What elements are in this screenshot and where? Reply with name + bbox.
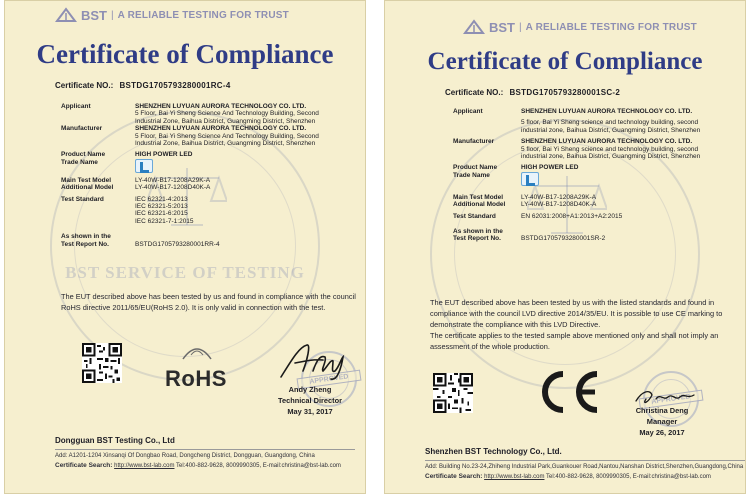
- manufacturer-label: Manufacturer: [61, 125, 103, 133]
- signer-name: Andy Zheng: [288, 385, 332, 394]
- trade-logo-icon: [135, 159, 153, 173]
- applicant-label: Applicant: [61, 103, 91, 110]
- report-label-2: Test Report No.: [61, 240, 109, 248]
- compliance-statement: [430, 297, 740, 352]
- manufacturer-name: SHENZHEN LUYUAN AURORA TECHNOLOGY CO. LTD.: [135, 125, 307, 133]
- applicant-label: Applicant: [453, 108, 483, 115]
- manufacturer-address-2: Industrial Zone, Baihua District, Guangming District, Shenzhen: [135, 140, 316, 148]
- lvd-certificate: [384, 0, 746, 494]
- statement-text: The EUT described above has been tested by us with the listed standards and found in compliance with the council LVD directive 2014/35/EU. It is possible to use CE marking to demonstrate the compliance with this LVD Directive.: [430, 298, 723, 329]
- product-row: [61, 151, 361, 158]
- standard-label: Test Standard: [61, 195, 104, 203]
- certificate-number-label: Certificate NO.:: [55, 81, 114, 90]
- main-model-label: Main Test Model: [453, 193, 504, 201]
- footer-url-link[interactable]: http://www.bst-lab.com: [114, 463, 175, 469]
- report-row: [61, 233, 361, 240]
- applicant-name: SHENZHEN LUYUAN AURORA TECHNOLOGY CO. LTD.: [135, 103, 307, 110]
- statement-text-2: The certificate applies to the tested sample above mentioned only and shall not imply an assessment of the whole production.: [430, 331, 719, 351]
- additional-model-row: [453, 201, 743, 208]
- main-model-value: LY-40W-B17-1208A29K-A: [521, 193, 597, 201]
- brand-tagline: A RELIABLE TESTING FOR TRUST: [525, 21, 697, 33]
- standard-value-3: IEC 62321-6:2015: [135, 210, 188, 218]
- report-label-2: Test Report No.: [453, 235, 501, 243]
- trade-label: Trade Name: [61, 158, 98, 166]
- rohs-mark: RoHS: [165, 366, 227, 391]
- main-model-row: [453, 194, 743, 201]
- additional-model-value: LY-40W-B17-1208D40K-A: [135, 184, 211, 192]
- stamp-text: APPROVED: [639, 390, 704, 410]
- certificate-footer: [425, 446, 745, 482]
- trade-logo-icon: [521, 172, 539, 186]
- manufacturer-address-1: 5 floor, Bai Yi Sheng science and technology building, second: [521, 145, 699, 153]
- main-model-label: Main Test Model: [61, 176, 112, 184]
- sign-date: May 31, 2017: [287, 407, 333, 416]
- brand-name: BST: [489, 19, 515, 35]
- report-number: BSTDG1705793280001SR-2: [521, 235, 606, 243]
- signer-block: [265, 384, 355, 417]
- certificate-number: [55, 81, 231, 90]
- report-row: [453, 228, 743, 235]
- footer-address: Add: Building No.23-24,Zhiheng Industrial Park,Guankouer Road,Nantou,Nanshan District,Shenzhen,Guangdong,China: [425, 464, 744, 470]
- product-row: [453, 164, 743, 171]
- manufacturer-name: SHENZHEN LUYUAN AURORA TECHNOLOGY CO. LTD.: [521, 138, 693, 146]
- standard-value: EN 62031:2008+A1:2013+A2:2015: [521, 212, 623, 220]
- trade-label: Trade Name: [453, 171, 490, 179]
- certificate-number-value: BSTDG1705793280001RC-4: [119, 81, 231, 90]
- sign-date: May 26, 2017: [639, 428, 685, 437]
- product-name: HIGH POWER LED: [521, 164, 579, 172]
- rohs-leaf-icon: [177, 343, 217, 361]
- applicant-row: [453, 108, 743, 115]
- main-model-value: LY-40W-B17-1208A29K-A: [135, 176, 211, 184]
- certificate-title: Certificate of Compliance: [36, 39, 334, 69]
- brand-header: BST | A RELIABLE TESTING FOR TRUST: [463, 19, 697, 35]
- applicant-name: SHENZHEN LUYUAN AURORA TECHNOLOGY CO. LTD.: [521, 108, 693, 115]
- standard-row: [453, 213, 743, 220]
- signer-title: Technical Director: [278, 396, 342, 405]
- signer-name: Christina Deng: [635, 406, 689, 415]
- footer-contact: Tel:400-882-9628, 8009990305, E-mail:christina@bst-lab.com: [176, 463, 341, 469]
- report-label-1: As shown in the: [453, 228, 503, 236]
- footer-company: Dongguan BST Testing Co., Ltd: [55, 436, 175, 445]
- compliance-statement: The EUT described above has been tested by us and found in compliance with the council RoHS directive 2011/65/EU(RoHS 2.0). It is only valid in connection with the test.: [61, 292, 356, 312]
- standard-row: [61, 196, 361, 203]
- certificate-number-value: BSTDG1705793280001SC-2: [509, 88, 621, 97]
- footer-address: Add: A1201-1204 Xinsanqi Of Dongbao Road, Dongcheng District, Dongguan, Guangdong, China: [55, 453, 315, 459]
- standard-value-4: IEC 62321-7-1:2015: [135, 217, 194, 225]
- ce-mark-icon: [533, 369, 601, 415]
- footer-contact: Tel:400-882-9628, 8009990305, E-mail:christina@bst-lab.com: [546, 474, 711, 480]
- watermark-seal: BST SERVICE OF TESTING: [50, 111, 320, 381]
- certificate-fields: [61, 103, 361, 248]
- bst-logo-icon: [55, 7, 77, 23]
- report-number: BSTDG1705793280001RR-4: [135, 240, 220, 248]
- bst-logo-icon: [463, 19, 485, 35]
- footer-search-label: Certificate Search:: [55, 462, 113, 469]
- trade-row: [61, 159, 361, 173]
- standard-value-2: IEC 62321-5:2013: [135, 203, 188, 211]
- brand-tagline: A RELIABLE TESTING FOR TRUST: [117, 9, 289, 21]
- footer-search-label: Certificate Search:: [425, 473, 483, 480]
- certificate-fields: [453, 108, 743, 243]
- certificate-number: [445, 88, 620, 97]
- standard-value-1: IEC 62321-4:2013: [135, 195, 188, 203]
- brand-name: BST: [81, 7, 107, 23]
- signer-title: Manager: [646, 417, 678, 426]
- certificate-number-label: Certificate NO.:: [445, 88, 504, 97]
- applicant-address-1: 5 Floor, Bai Yi Sheng Science And Technology Building, Second: [135, 110, 319, 118]
- certificate-title: Certificate of Compliance: [427, 48, 703, 75]
- qr-code-icon: [82, 343, 122, 383]
- additional-model-value: LY-40W-B17-1208D40K-A: [521, 201, 597, 209]
- product-label: Product Name: [61, 151, 106, 159]
- manufacturer-label: Manufacturer: [453, 138, 495, 146]
- footer-url-link[interactable]: http://www.bst-lab.com: [484, 474, 545, 480]
- manufacturer-address-1: 5 Floor, Bai Yi Sheng Science And Technology Building, Second: [135, 132, 319, 140]
- applicant-address-1: 5 floor, Bai Yi Sheng science and technology building, second: [521, 119, 699, 127]
- report-label-1: As shown in the: [61, 233, 111, 241]
- signature-andy-zheng: [277, 341, 357, 381]
- certificate-footer: [55, 435, 355, 471]
- stamp-text: APPROVED: [297, 370, 362, 390]
- applicant-address-2: industrial zone, Baihua District, Guangming District, Shenzhen: [521, 126, 701, 134]
- additional-model-label: Additional Model: [61, 184, 114, 192]
- qr-code-icon: [433, 373, 473, 413]
- manufacturer-row: [61, 125, 361, 132]
- manufacturer-address-2: industrial zone, Baihua District, Guangming District, Shenzhen: [521, 153, 701, 161]
- applicant-row: [61, 103, 361, 110]
- main-model-row: [61, 177, 361, 184]
- trade-row: [453, 172, 743, 186]
- manufacturer-row: [453, 138, 743, 145]
- additional-model-row: [61, 184, 361, 191]
- footer-company: Shenzhen BST Technology Co., Ltd.: [425, 447, 562, 456]
- brand-header: BST | A RELIABLE TESTING FOR TRUST: [55, 7, 289, 23]
- rohs-certificate: [4, 0, 366, 494]
- product-name: HIGH POWER LED: [135, 151, 193, 159]
- additional-model-label: Additional Model: [453, 201, 506, 209]
- signer-block: [617, 405, 707, 438]
- applicant-address-2: Industrial Zone, Baihua District, Guangming District, Shenzhen: [135, 117, 316, 125]
- standard-label: Test Standard: [453, 212, 496, 220]
- product-label: Product Name: [453, 164, 498, 172]
